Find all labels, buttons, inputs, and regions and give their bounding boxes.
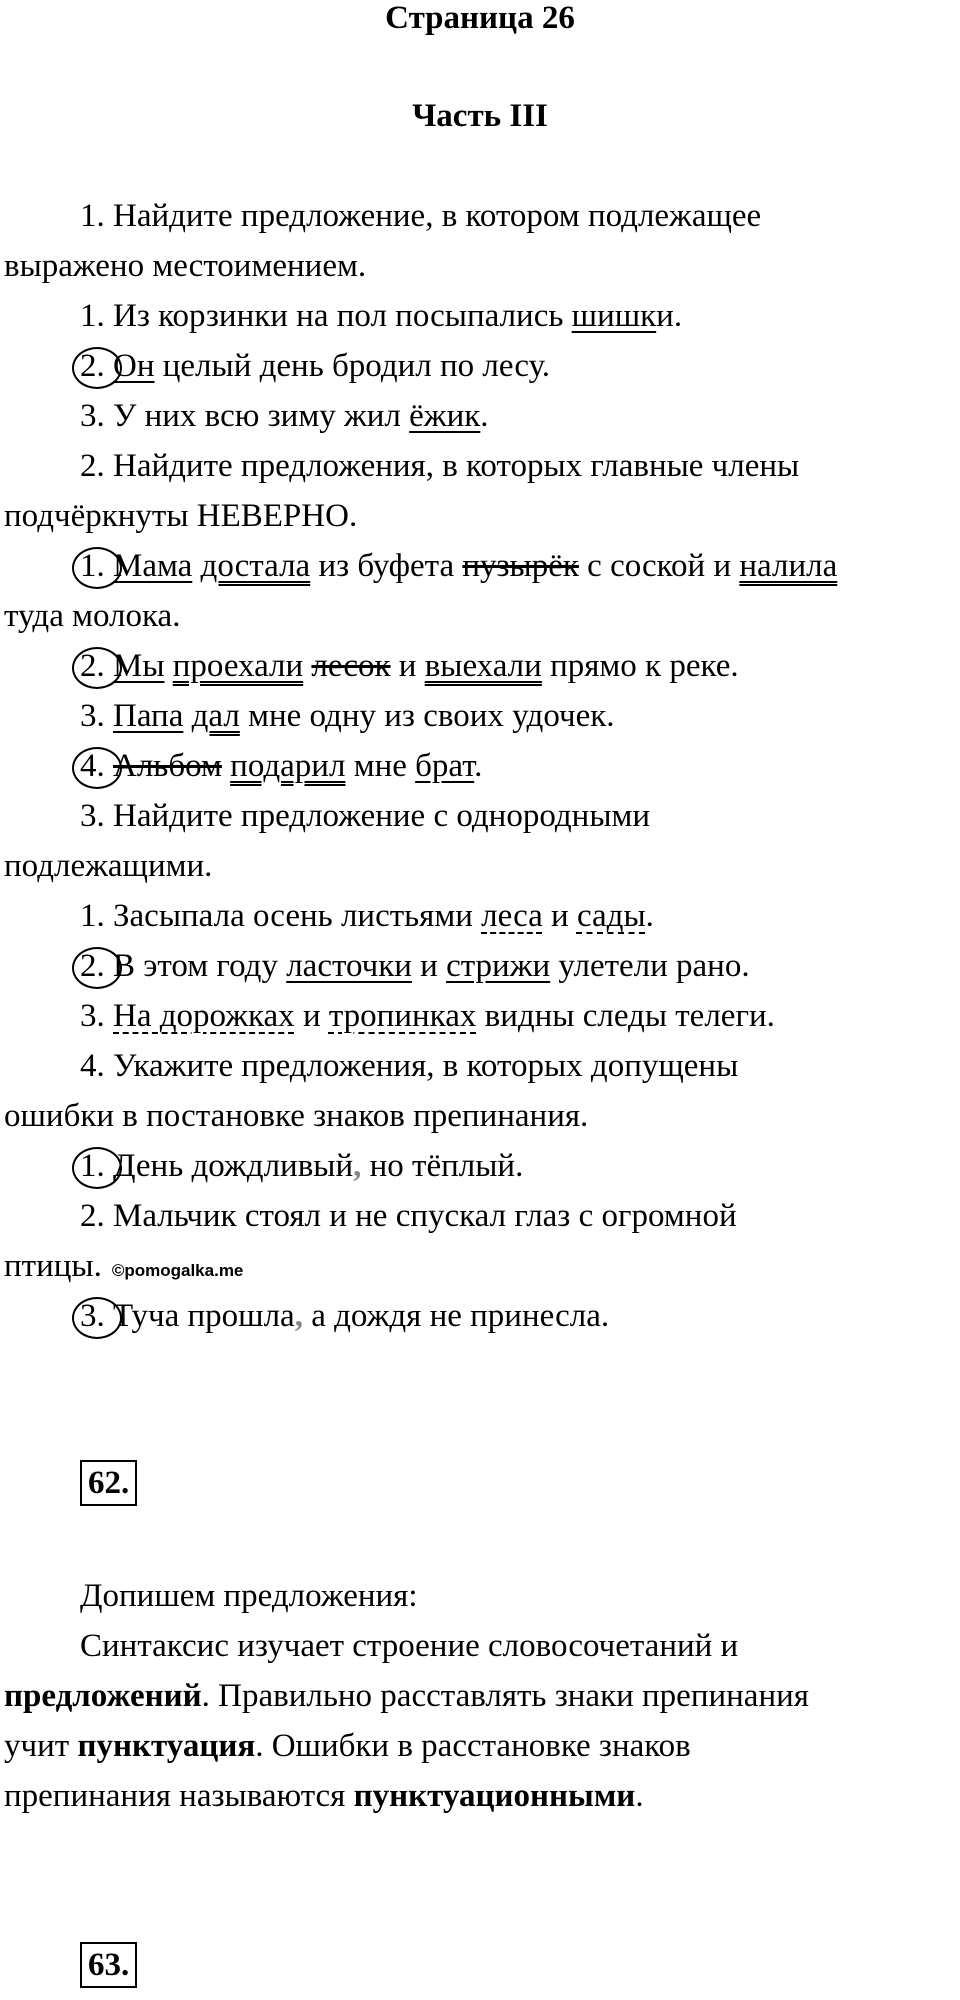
task-1-question: 1. Найдите предложение, в котором подлежащее <box>80 198 762 234</box>
exercise-62-line-4: препинания называются пунктуационными. <box>4 1778 644 1814</box>
exercise-62-intro: Допишем предложения: <box>80 1578 418 1614</box>
task-1-option-1: 1. Из корзинки на пол посыпались шишки. <box>80 298 683 334</box>
exercise-62-line-2: предложений. Правильно расставлять знаки препинания <box>4 1678 809 1714</box>
exercise-62-line-3: учит пунктуация. Ошибки в расстановке знаков <box>4 1728 691 1764</box>
page-title: Страница 26 <box>385 0 575 36</box>
task-3-option-2: 2. В этом году ласточки и стрижи улетели рано. <box>80 948 750 984</box>
answer-circle-mark: 3. <box>80 1298 105 1334</box>
task-1-option-3: 3. У них всю зиму жил ёжик. <box>80 398 489 434</box>
task-4-option-3: 3. Туча прошла, а дождя не принесла. <box>80 1298 610 1334</box>
task-2-option-2: 2. Мы проехали лесок и выехали прямо к реке. <box>80 648 739 684</box>
task-2-question: 2. Найдите предложения, в которых главные члены <box>80 448 800 484</box>
task-3-question-cont: подлежащими. <box>4 848 213 884</box>
exercise-62-number: 62. <box>80 1460 137 1506</box>
task-4-option-2-cont: птицы. ©pomogalka.me <box>4 1248 244 1284</box>
answer-circle-mark: 2. <box>80 948 105 984</box>
answer-circle-mark: 4. <box>80 748 105 784</box>
part-title: Часть III <box>412 98 548 134</box>
answer-circle-mark: 2. <box>80 648 105 684</box>
exercise-63-number: 63. <box>80 1942 137 1988</box>
task-3-option-1: 1. Засыпала осень листьями леса и сады. <box>80 898 654 934</box>
task-4-question-cont: ошибки в постановке знаков препинания. <box>4 1098 589 1134</box>
task-1-question-cont: выражено местоимением. <box>4 248 367 284</box>
task-2-option-1: 1. Мама достала из буфета пузырёк с соской и налила <box>80 548 838 584</box>
task-3-option-3: 3. На дорожках и тропинках видны следы телеги. <box>80 998 775 1034</box>
watermark: ©pomogalka.me <box>111 1261 244 1280</box>
task-3-question: 3. Найдите предложение с однородными <box>80 798 651 834</box>
answer-word: предложений <box>4 1678 202 1714</box>
answer-circle-mark: 2. <box>80 348 105 384</box>
task-2-option-1-cont: туда молока. <box>4 598 181 634</box>
task-2-question-cont: подчёркнуты НЕВЕРНО. <box>4 498 358 534</box>
answer-word: пунктуационными <box>353 1778 636 1814</box>
task-4-option-1: 1. День дождливый, но тёплый. <box>80 1148 524 1184</box>
task-2-option-3: 3. Папа дал мне одну из своих удочек. <box>80 698 615 734</box>
task-4-question: 4. Укажите предложения, в которых допущены <box>80 1048 739 1084</box>
task-1-option-2: 2. Он целый день бродил по лесу. <box>80 348 551 384</box>
answer-word: пунктуация <box>77 1728 256 1764</box>
task-4-option-2: 2. Мальчик стоял и не спускал глаз с огромной <box>80 1198 737 1234</box>
exercise-62-line-1: Синтаксис изучает строение словосочетаний и <box>80 1628 739 1664</box>
task-2-option-4: 4. Альбом подарил мне брат. <box>80 748 483 784</box>
answer-circle-mark: 1. <box>80 1148 105 1184</box>
answer-circle-mark: 1. <box>80 548 105 584</box>
